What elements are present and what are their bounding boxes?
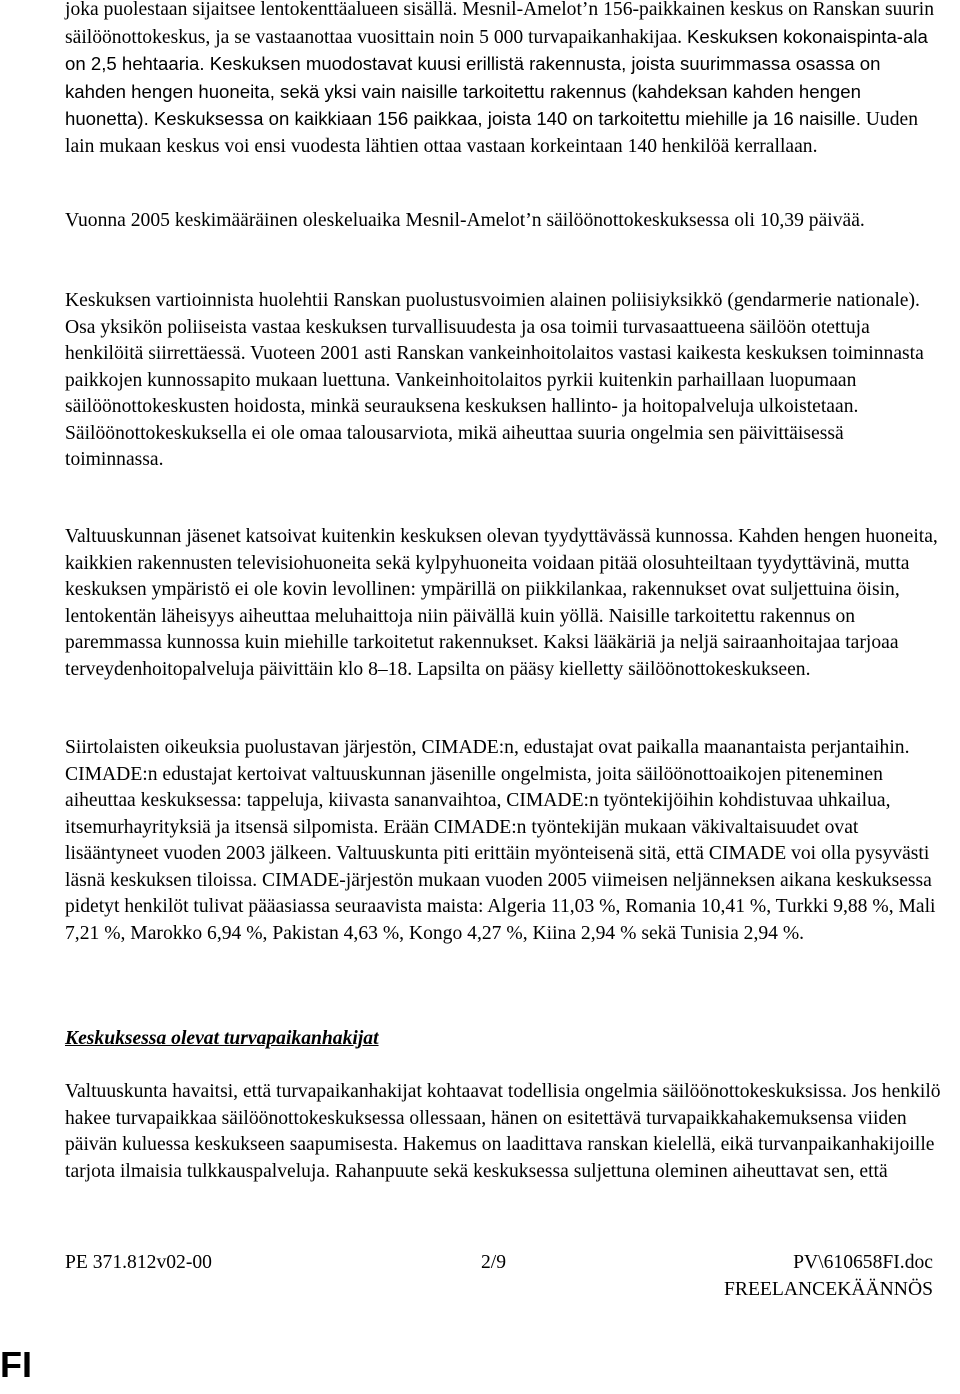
footer-file-ref bbox=[724, 1250, 933, 1303]
footer-page-number: 2/9 bbox=[481, 1252, 507, 1273]
paragraph-cimade: Siirtolaisten oikeuksia puolustavan järjestön, CIMADE:n, edustajat ovat paikalla maanantaista perjantaihin. CIMADE:n edustajat kertoivat valtuuskunnan jäsenille ongelmista, joita säilöönottoaikojen piteneminen aiheuttaa keskuksessa: tappeluja, kiivasta sananvaihtoa, CIMADE:n työntekijöihin kohdistuvaa uhkailua, itsemurhayrityksiä ja itsensä silpomista. Erään CIMADE:n työntekijän mukaan väkivaltaisuudet ovat lisääntyneet vuoden 2003 jälkeen. Valtuuskunta piti erittäin myönteisenä sitä, että CIMADE voi olla pysyvästi läsnä keskuksen tiloissa. CIMADE-järjestön mukaan vuoden 2005 viimeisen neljänneksen aikana keskuksessa pidetyt henkilöt tulivat pääasiassa seuraavista maista: Algeria 11,03 %, Romania 10,41 %, Turkki 9,88 %, Mali 7,21 %, Marokko 6,94 %, Pakistan 4,63 %, Kongo 4,27 %, Kiina 2,94 % sekä Tunisia 2,94 %. bbox=[65, 737, 936, 944]
paragraph-average-stay: Vuonna 2005 keskimääräinen oleskeluaika Mesnil-Amelot’n säilöönottokeskuksessa oli 10,39 päivää. bbox=[65, 210, 865, 231]
footer-translation-label: FREELANCEKÄÄNNÖS bbox=[723, 1278, 933, 1300]
footer-file-name: PV\610658FI.doc bbox=[793, 1252, 933, 1273]
paragraph-center-description bbox=[65, 0, 945, 160]
section-heading: Keskuksessa olevat turvapaikanhakijat bbox=[65, 1028, 379, 1049]
language-code: FI bbox=[0, 1344, 32, 1385]
paragraph-security: Keskuksen vartioinnista huolehtii Ranskan puolustusvoimien alainen poliisiyksikkö (gendarmerie nationale). Osa yksikön poliiseista vastaa keskuksen turvallisuudesta ja osa toimii turvasaattueena säilöön otettuja henkilöitä siirrettäessä. Vuoteen 2001 asti Ranskan vankeinhoitolaitos vastasi kaikesta keskuksen toiminnasta paikkojen kunnossapito mukaan luettuna. Vankeinhoitolaitos pyrkii kuitenkin parhaillaan luopumaan säilöönottokeskusten hoidosta, minkä seurauksena keskuksen hallinto- ja hoitopalveluja ulkoistetaan. Säilöönottokeskuksella ei ole omaa talousarviota, mikä aiheuttaa suuria ongelmia sen päivittäisessä toiminnassa. bbox=[65, 290, 924, 470]
paragraph-segment: Keskuksen kokonaispinta-ala on 2,5 hehtaaria. Keskuksen muodostavat kuusi erillistä rakennusta, joista suurimmassa osassa on kahden hengen huoneita, sekä yksi vain naisille tarkoitettu rakennus (kahdeksan kahden hengen huonetta). Keskuksessa on kaikkiaan 156 paikkaa, joista 140 on tarkoitettu miehille ja 16 naisille. bbox=[65, 25, 928, 129]
paragraph-segment: joka puolestaan sijaitsee lentokenttäalueen sisällä. Mesnil-Amelot’n 156-paikkainen keskus on Ranskan suurin säilöönottokeskus, ja se vastaanottaa vuosittain noin 5 000 turvapaikanhakijaa. bbox=[65, 0, 934, 48]
paragraph-conditions: Valtuuskunnan jäsenet katsoivat kuitenkin keskuksen olevan tyydyttävässä kunnossa. Kahden hengen huoneita, kaikkien rakennusten televisiohuoneita sekä kylpyhuoneita voidaan pitää olosuhteiltaan tyydyttävinä, mutta keskuksen ympäristö ei ole kovin levollinen: ympärillä on piikkilankaa, rakennukset ovat suljettuina öisin, lentokentän läheisyys aiheuttaa meluhaittoja niin päivällä kuin yöllä. Naisille tarkoitettu rakennus on paremmassa kunnossa kuin miehille tarkoitetut rakennukset. Kaksi lääkäriä ja neljä sairaanhoitajaa tarjoaa terveydenhoitopalveluja päivittäin klo 8–18. Lapsilta on pääsy kielletty säilöönottokeskukseen. bbox=[65, 526, 938, 680]
footer-doc-ref: PE 371.812v02-00 bbox=[65, 1252, 212, 1273]
paragraph-asylum-seekers: Valtuuskunta havaitsi, että turvapaikanhakijat kohtaavat todellisia ongelmia säilöönottokeskuksissa. Jos henkilö hakee turvapaikkaa säilöönottokeskuksessa ollessaan, hänen on esitettävä turvapaikkahakemuksensa viiden päivän kuluessa keskukseen saapumisesta. Hakemus on laadittava ranskan kielellä, eikä turvanpaikanhakijoille tarjota ilmaisia tulkkauspalveluja. Rahanpuute sekä keskuksessa suljettuna oleminen aiheuttavat sen, että bbox=[65, 1081, 941, 1182]
paragraph-segment: Uuden lain mukaan keskus voi ensi vuodesta lähtien ottaa vastaan korkeintaan 140 henkilöä kerrallaan. bbox=[65, 109, 919, 157]
